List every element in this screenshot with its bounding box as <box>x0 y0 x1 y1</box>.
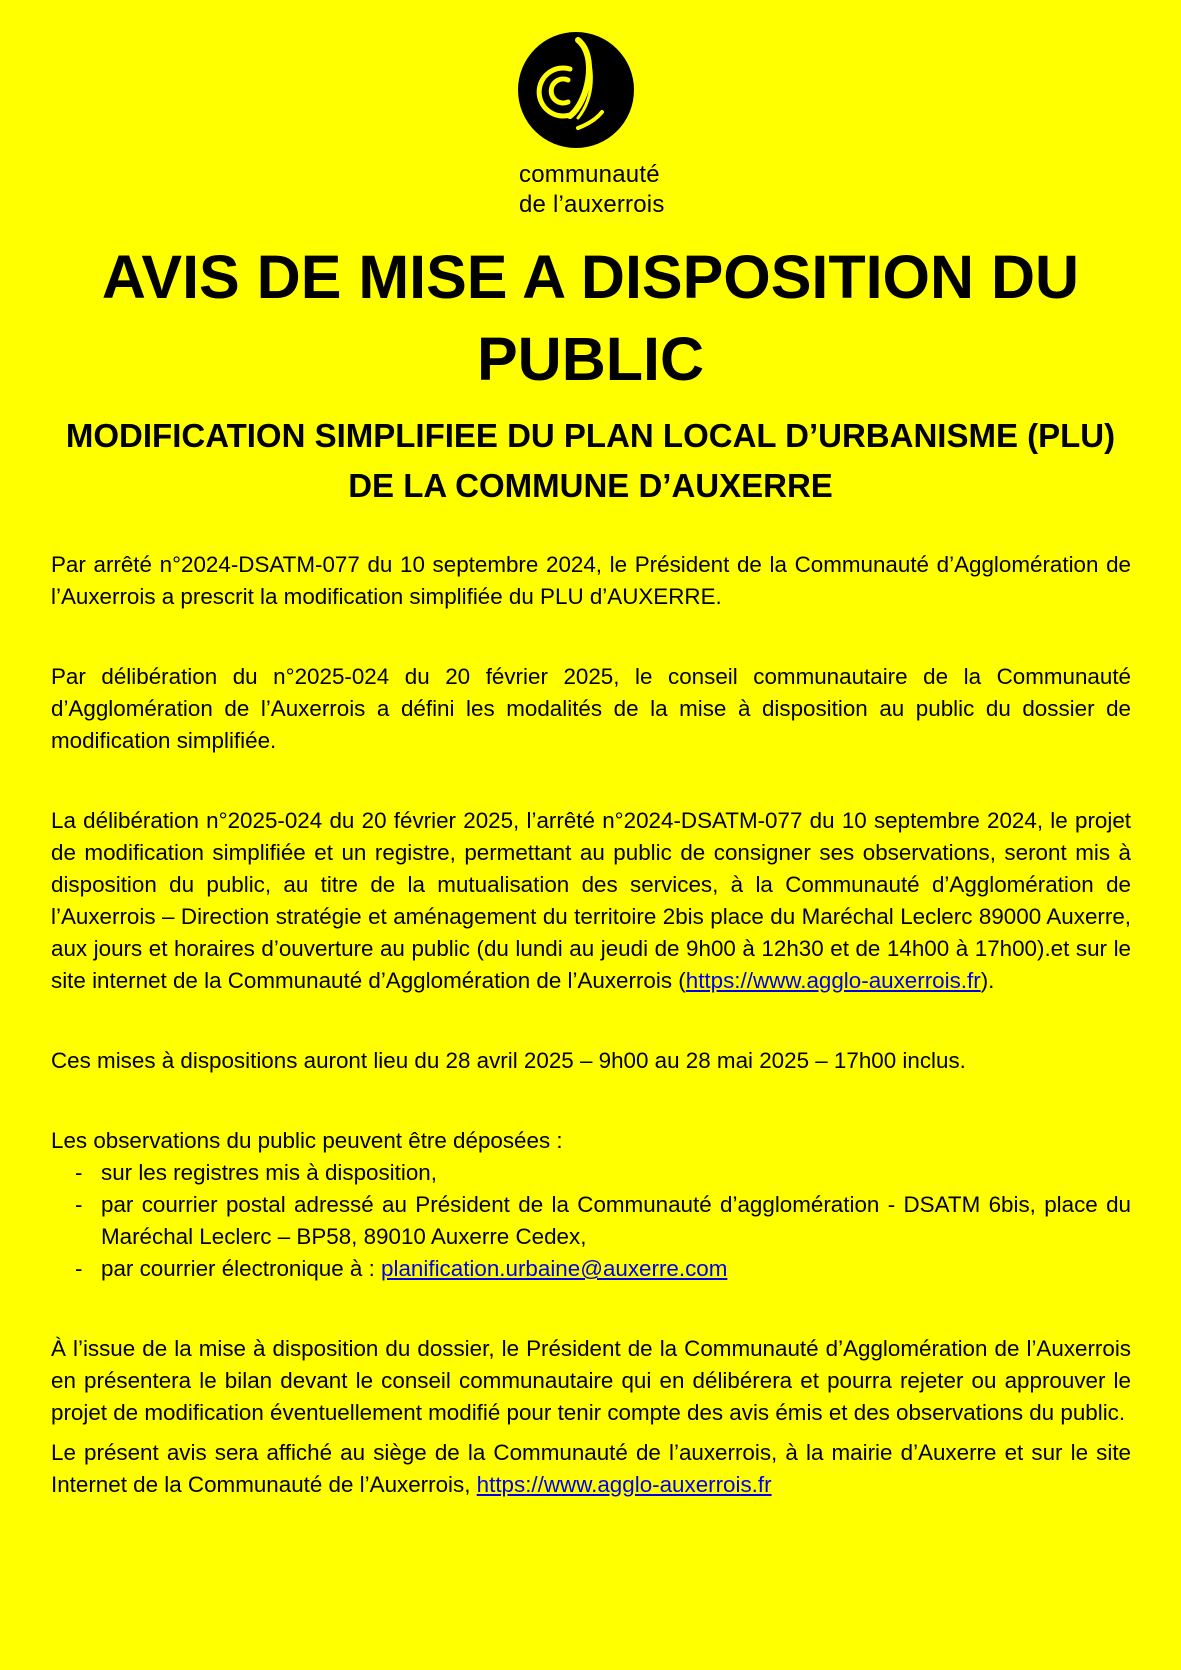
list-item-text: par courrier postal adressé au Président de la Communauté d’agglomération - DSATM 6bis, place du Maréchal Leclerc – BP58, 89010 Auxerre Cedex, <box>101 1192 1131 1249</box>
list-item <box>51 1157 1131 1189</box>
paragraph-mise-a-disposition <box>51 805 1131 997</box>
page-subtitle: MODIFICATION SIMPLIFIEE DU PLAN LOCAL D’URBANISME (PLU) DE LA COMMUNE D’AUXERRE <box>65 417 1116 504</box>
notice-body <box>51 549 1131 1501</box>
logo-line-2: de l’auxerrois <box>519 191 665 218</box>
list-item-text: par courrier électronique à : <box>101 1256 375 1281</box>
website-link[interactable]: https://www.agglo-auxerrois.fr <box>685 968 981 993</box>
list-dash: - <box>75 1160 83 1185</box>
paragraph-affichage <box>51 1437 1131 1501</box>
paragraph-dates: Ces mises à dispositions auront lieu du 28 avril 2025 – 9h00 au 28 mai 2025 – 17h00 inclus. <box>51 1048 966 1073</box>
paragraph-observations-intro: Les observations du public peuvent être déposées : <box>51 1128 563 1153</box>
paren-open: ( <box>678 968 686 993</box>
observations-list <box>51 1157 1131 1285</box>
website-link-footer[interactable]: https://www.agglo-auxerrois.fr <box>476 1472 772 1497</box>
list-item <box>51 1253 1131 1285</box>
paragraph-arrete: Par arrêté n°2024-DSATM-077 du 10 septembre 2024, le Président de la Communauté d’Agglomération de l’Auxerrois a prescrit la modification simplifiée du PLU d’AUXERRE. <box>51 552 1131 609</box>
paragraph-bilan: À l’issue de la mise à disposition du dossier, le Président de la Communauté d’Agglomération de l’Auxerrois en présentera le bilan devant le conseil communautaire qui en délibérera et pourra rejeter ou approuver le projet de modification éventuellement modifié pour tenir compte des avis émis et des observations du public. <box>51 1336 1131 1425</box>
page-title: AVIS DE MISE A DISPOSITION DU PUBLIC <box>101 243 1080 393</box>
logo-text <box>519 160 665 220</box>
logo-line-1: communauté <box>519 161 660 188</box>
paragraph-deliberation: Par délibération du n°2025-024 du 20 février 2025, le conseil communautaire de la Communauté d’Agglomération de l’Auxerrois a défini les modalités de la mise à disposition au public du dossier de modification simplifiée. <box>51 664 1131 753</box>
paragraph-mise-a-disposition-text: La délibération n°2025-024 du 20 février 2025, l’arrêté n°2024-DSATM-077 du 10 septembre 2024, le projet de modification simplifiée et un registre, permettant au public de consigner ses observations, seront mis à disposition du public, au titre de la mutualisation des services, à la Communauté d’Agglomération de l’Auxerrois – Direction stratégie et aménagement du territoire 2bis place du Maréchal Leclerc 89000 Auxerre, aux jours et horaires d’ouverture au public (du lundi au jeudi de 9h00 à 12h30 et de 14h00 à 17h00).et sur le site internet de la Communauté d’Agglomération de l’Auxerrois <box>51 808 1131 993</box>
list-item-text: sur les registres mis à disposition, <box>101 1160 437 1185</box>
list-dash: - <box>75 1192 83 1217</box>
list-item <box>51 1189 1131 1253</box>
list-dash: - <box>75 1256 83 1281</box>
paragraph-affichage-text: Le présent avis sera affiché au siège de la Communauté de l’auxerrois, à la mairie d’Auxerre et sur le site Internet de la Communauté de l’Auxerrois, <box>51 1440 1131 1497</box>
communaute-auxerrois-logo-icon <box>518 32 634 148</box>
paren-close: ). <box>980 968 995 993</box>
email-link[interactable]: planification.urbaine@auxerre.com <box>381 1256 728 1281</box>
